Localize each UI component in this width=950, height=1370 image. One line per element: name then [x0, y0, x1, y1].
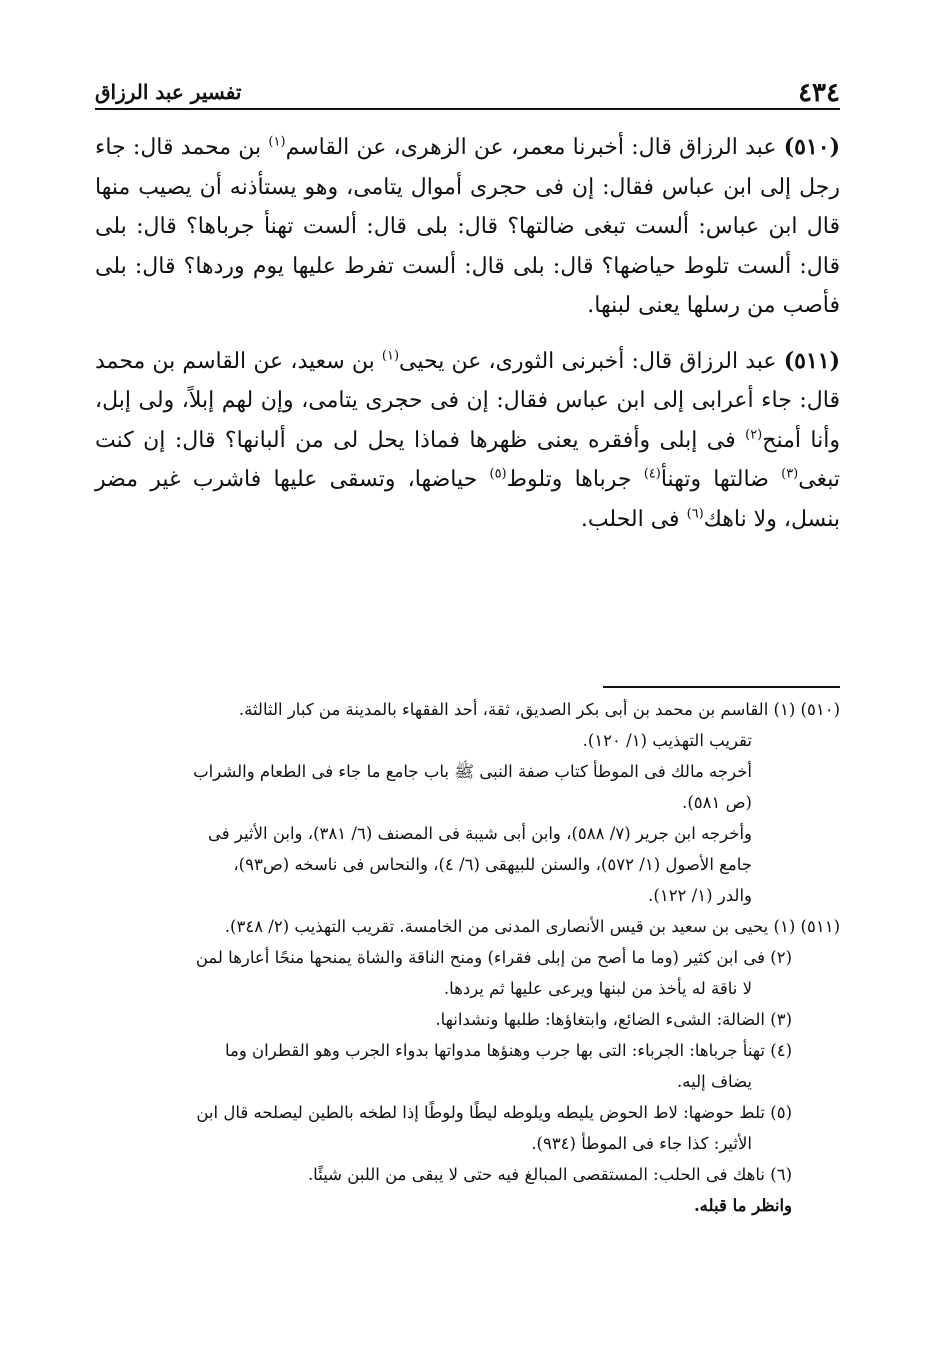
footnote-line: (٤) تهنأ جرباها: الجرباء: التى بها جرب وهنؤها مدواتها بدواء الجرب وهو القطران وما [224, 1041, 792, 1060]
text-run: بن سعيد، عن القاسم بن محمد قال: جاء أعرابى إلى ابن عباس فقال: إن فى حجرى يتامى، وإن لهم إبلاً، ولى إبل، وأنا أمنح [95, 348, 840, 453]
footnote-line: (٣) الضالة: الشىء الضائع، وابتغاؤها: طلبها ونشدانها. [435, 1010, 792, 1029]
footnote-line: (٥١١) (١) يحيى بن سعيد بن قيس الأنصارى المدنى من الخامسة. تقريب التهذيب (٢/ ٣٤٨). [224, 917, 840, 936]
text-run: فى إبلى وأفقره يعنى ظهرها فماذا يحل لى من ألبانها؟ قال: إن كنت تبغى [95, 427, 840, 492]
footnote-line: (٢) فى ابن كثير (وما ما أصح من إبلى فقراء) ومنح الناقة والشاة يمنحها منحًا أعارها لمن [195, 948, 792, 967]
book-title: تفسير عبد الرزاق [95, 80, 242, 104]
footnotes [95, 694, 840, 1221]
footnote-line: الأثير: كذا جاء فى الموطأ (٩٣٤). [531, 1134, 752, 1153]
page-number: ٤٣٤ [798, 78, 840, 108]
footnote-line: يضاف إليه. [677, 1072, 752, 1091]
text-run: فى الحلب. [580, 506, 680, 532]
footnote-line: لا ناقة له يأخذ من لبنها ويرعى عليها ثم يردها. [443, 979, 752, 998]
footnote-ref: (١) [268, 134, 286, 150]
footnote-ref: (١) [381, 348, 400, 364]
text-run: ضالتها وتهنأ [660, 467, 769, 492]
footnote-separator [603, 686, 840, 688]
entry-number: (٥١١) [783, 347, 841, 374]
running-header [95, 72, 840, 106]
footnote-ref: (٦) [686, 506, 704, 522]
footnote-line: (ص ٥٨١). [682, 793, 752, 812]
footnote-line: (٥) تلط حوضها: لاط الحوض يليطه ويلوطه ليطًا ولوطًا إذا لطخه بالطين ليصلحه قال ابن [196, 1103, 792, 1122]
footnote-line: وأخرجه ابن جرير (٧/ ٥٨٨)، وابن أبى شيبة فى المصنف (٦/ ٣٨١)، وابن الأثير فى [208, 824, 752, 843]
footnote-line: (٦) ناهك فى الحلب: المستقصى المبالغ فيه حتى لا يبقى من اللبن شيئًا. [307, 1165, 792, 1184]
footnote-ref: (٢) [745, 427, 763, 443]
text-run: حياضها، وتسقى عليها فاشرب غير مضر بنسل، ولا ناهك [95, 467, 840, 532]
footnote-line: وانظر ما قبله. [693, 1196, 792, 1215]
footnote-ref: (٤) [643, 466, 661, 482]
footnote-ref: (٥) [489, 466, 507, 482]
footnote-line: تقريب التهذيب (١/ ١٢٠). [582, 731, 752, 750]
paragraph-511 [95, 342, 840, 540]
footnote-ref: (٣) [781, 466, 799, 482]
footnote-line: جامع الأصول (١/ ٥٧٢)، والسنن للبيهقى (٦/ ٤)، والنحاس فى ناسخه (ص٩٣)، [233, 855, 752, 874]
entry-number: (٥١٠) [783, 134, 841, 160]
text-run: عبد الرزاق قال: أخبرنا معمر، عن الزهرى، عن القاسم [285, 135, 777, 160]
text-run: بن محمد قال: جاء رجل إلى ابن عباس فقال: إن فى حجرى أموال يتامى، وهو يستأذنه أن يصيب منها قال ابن عباس: ألست تبغى ضالتها؟ قال: بلى قال: ألست تهنأ جرباها؟ قال: بلى قال: ألست تلوط حياضها؟ قال: بلى قال: ألست تفرط عليها يوم وردها؟ قال: بلى فأصب من رسلها يعنى لبنها. [95, 135, 840, 318]
text-run: عبد الرزاق قال: أخبرنى الثورى، عن يحيى [399, 348, 777, 374]
footnote-line: أخرجه مالك فى الموطأ كتاب صفة النبى ﷺ باب جامع ما جاء فى الطعام والشراب [193, 762, 752, 781]
header-rule [95, 108, 840, 110]
main-text [95, 128, 840, 555]
footnote-line: والدر (١/ ١٢٢). [648, 886, 752, 905]
footnote-line: (٥١٠) (١) القاسم بن محمد بن أبى بكر الصديق، ثقة، أحد الفقهاء بالمدينة من كبار الثالثة. [238, 700, 840, 719]
text-run: جرباها وتلوط [506, 467, 632, 492]
paragraph-510 [95, 128, 840, 326]
